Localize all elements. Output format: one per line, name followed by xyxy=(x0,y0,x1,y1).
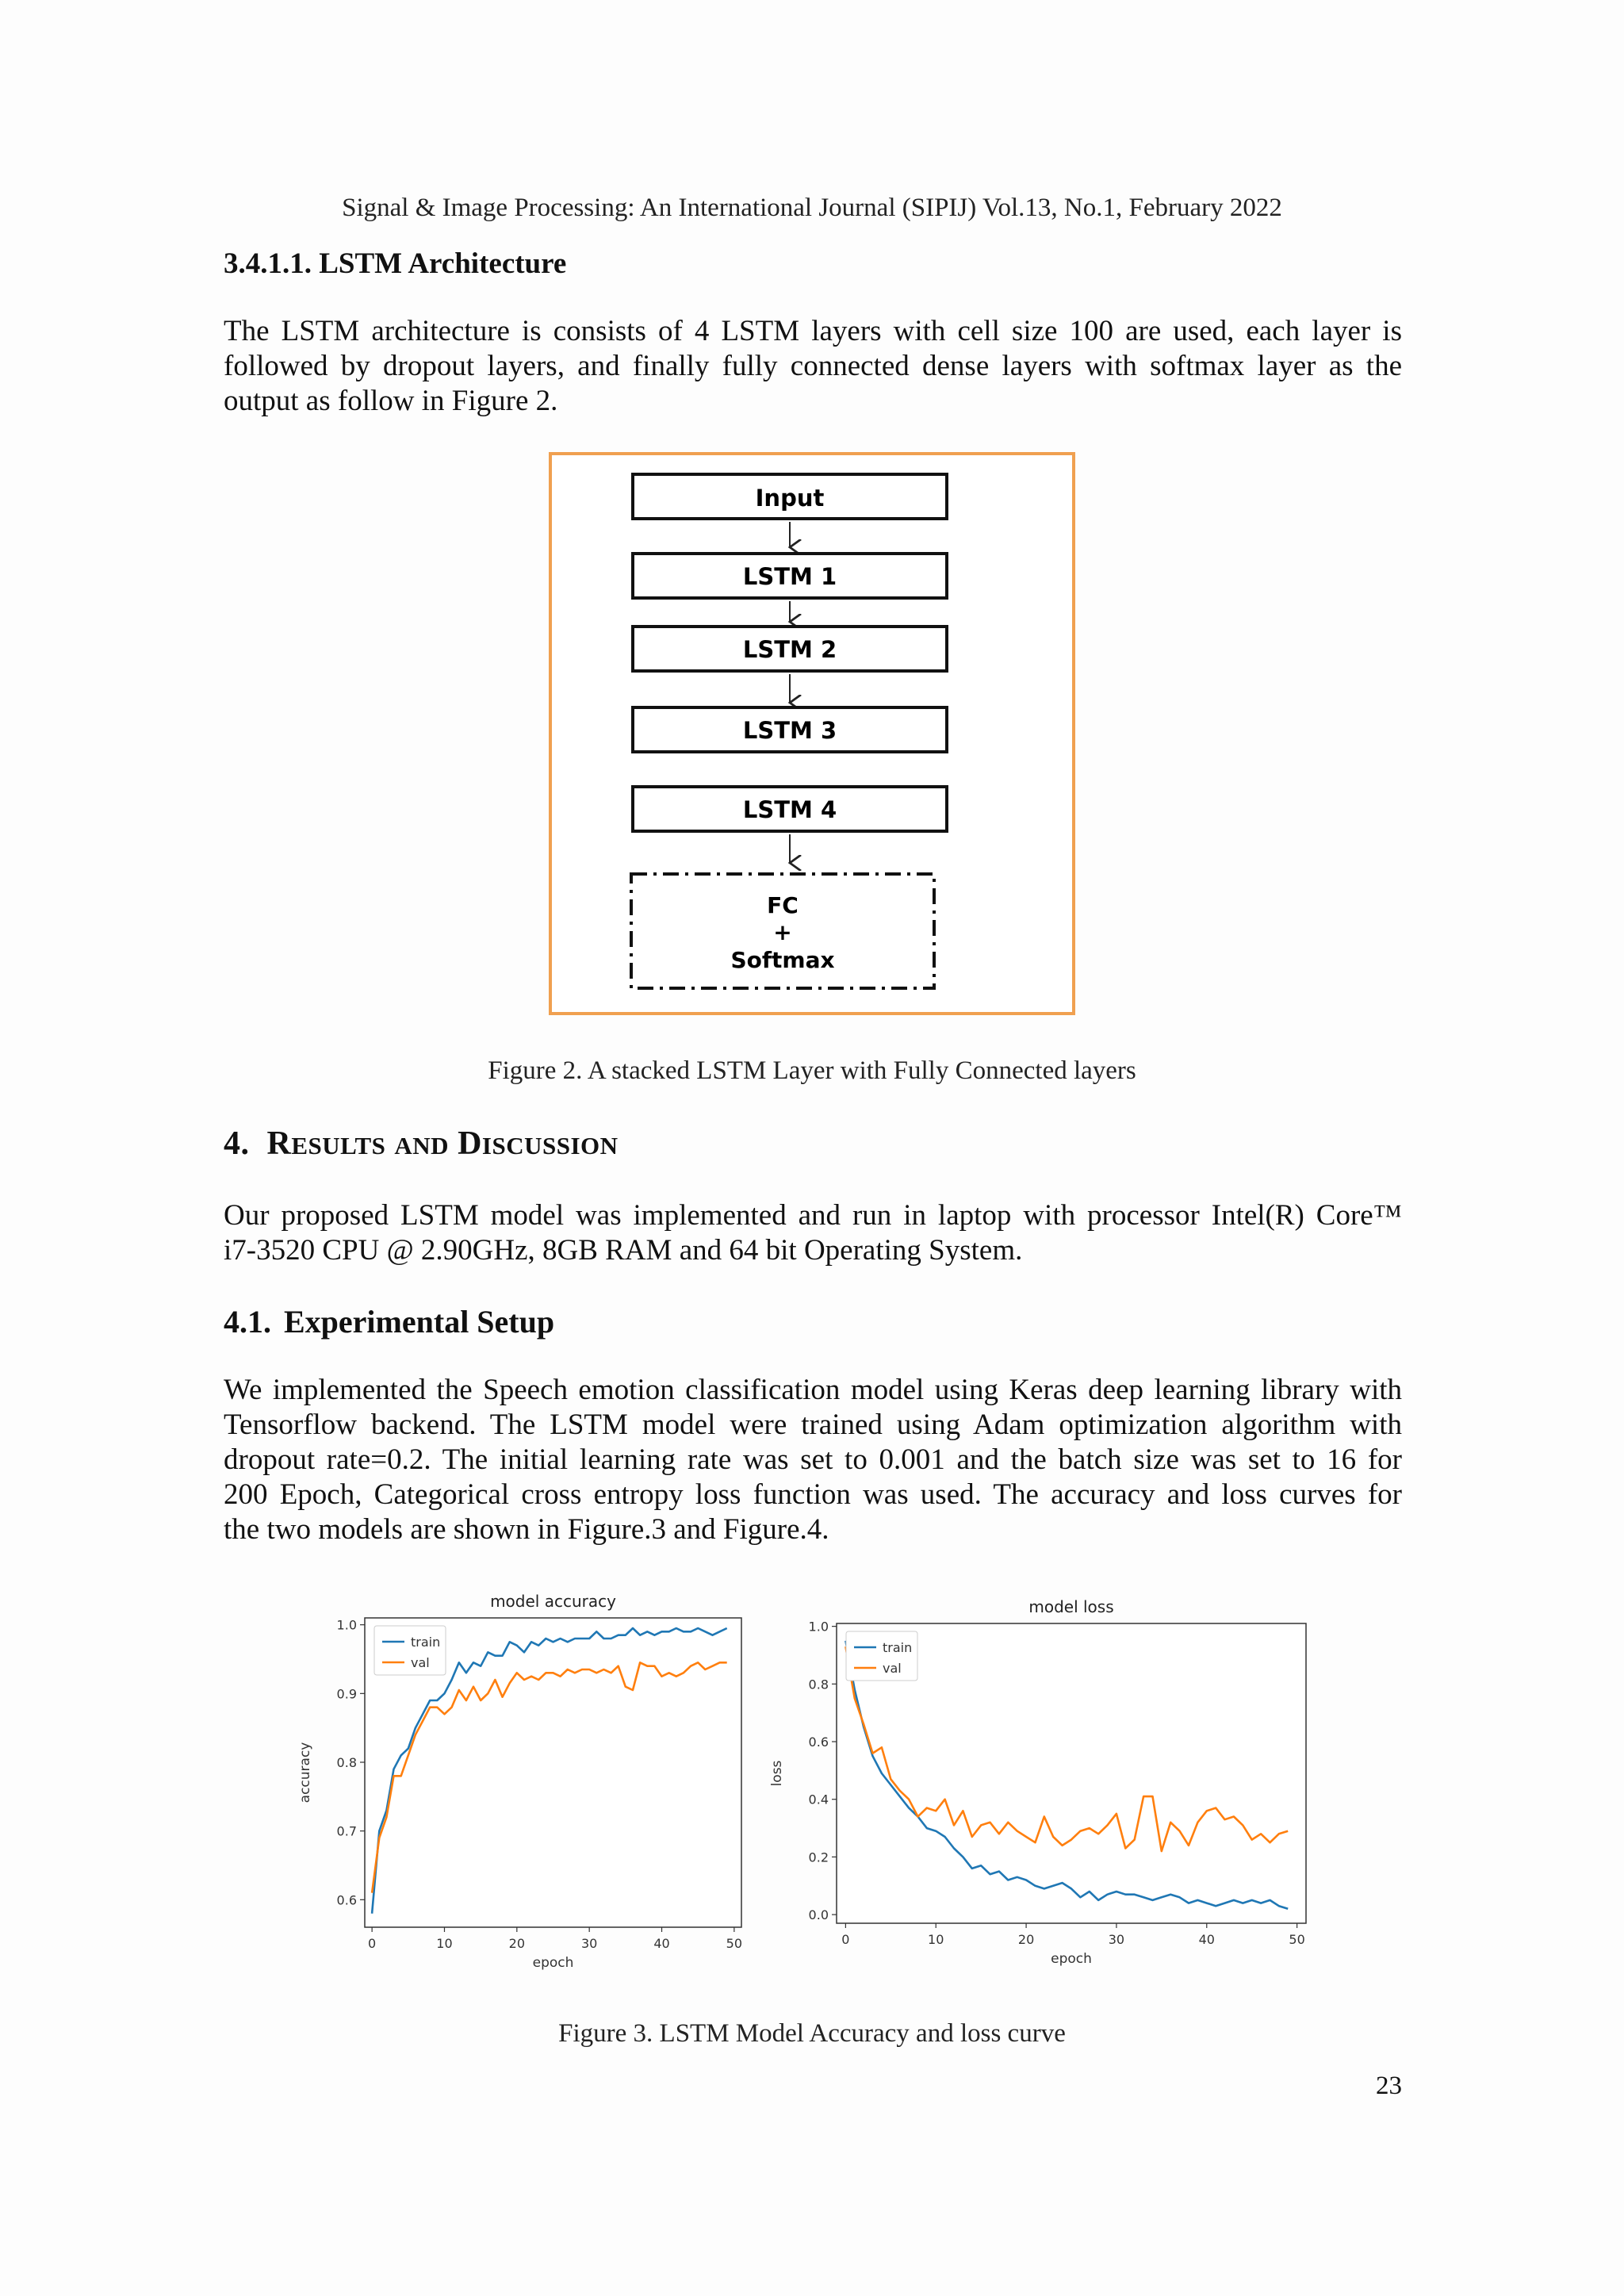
paragraph-results xyxy=(224,1198,1402,1268)
y-tick-label: 0.6 xyxy=(336,1892,357,1908)
y-axis-label: loss xyxy=(769,1760,785,1787)
title-small-caps: ESULTS xyxy=(291,1132,386,1159)
block-plus-label: + xyxy=(773,919,792,945)
title-small-caps: AND xyxy=(394,1132,450,1159)
y-tick-label: 0.6 xyxy=(808,1734,829,1750)
section-number: 4. xyxy=(224,1125,250,1162)
legend-label-val: val xyxy=(883,1661,902,1676)
text-line: The LSTM architecture is consists of 4 LSTM layers with cell size 100 are used, each layer is xyxy=(224,315,1402,347)
y-tick-label: 1.0 xyxy=(336,1617,357,1633)
x-tick-label: 30 xyxy=(580,1936,598,1951)
figure-2-caption: Figure 2. A stacked LSTM Layer with Fully Connected layers xyxy=(488,1056,1136,1085)
x-tick-label: 30 xyxy=(1108,1932,1125,1947)
x-tick-label: 20 xyxy=(508,1936,526,1951)
figure-3-caption: Figure 3. LSTM Model Accuracy and loss curve xyxy=(558,2019,1066,2048)
x-tick-label: 0 xyxy=(368,1936,377,1951)
x-tick-label: 40 xyxy=(653,1936,670,1951)
subsection-title-lstm-architecture: 3.4.1.1. LSTM Architecture xyxy=(224,247,567,280)
loss-chart xyxy=(769,1590,1320,1983)
section-4-1-heading xyxy=(224,1303,554,1340)
text-line: followed by dropout layers, and finally fully connected dense layers with softmax layer as the xyxy=(224,350,1402,382)
text-line: Our proposed LSTM model was implemented and run in laptop with processor Intel(R) Core™ xyxy=(224,1199,1402,1232)
block-fc-label: FC xyxy=(767,892,799,918)
y-tick-label: 0.8 xyxy=(336,1755,357,1770)
legend-label-train: train xyxy=(883,1640,913,1655)
block-lstm-1-label: LSTM 1 xyxy=(742,563,837,590)
legend-box xyxy=(374,1626,446,1675)
text-line: the two models are shown in Figure.3 and Figure.4. xyxy=(224,1513,829,1546)
y-axis-label: accuracy xyxy=(297,1742,313,1803)
x-tick-label: 50 xyxy=(726,1936,743,1951)
block-lstm-2-label: LSTM 2 xyxy=(742,636,837,663)
text-line: Tensorflow backend. The LSTM model were trained using Adam optimization algorithm with xyxy=(224,1409,1402,1441)
text-line: i7-3520 CPU @ 2.90GHz, 8GB RAM and 64 bit Operating System. xyxy=(224,1234,1023,1267)
lstm-architecture-diagram xyxy=(547,450,1080,1018)
block-softmax-label: Softmax xyxy=(730,947,835,973)
y-tick-label: 0.7 xyxy=(336,1823,357,1839)
accuracy-chart xyxy=(293,1586,753,1983)
title-cap: R xyxy=(266,1125,292,1162)
legend-label-train: train xyxy=(411,1635,441,1650)
x-axis-label: epoch xyxy=(532,1955,574,1971)
section-title: Experimental Setup xyxy=(284,1304,555,1340)
x-tick-label: 10 xyxy=(436,1936,453,1951)
y-tick-label: 0.0 xyxy=(808,1907,829,1923)
section-number: 4.1. xyxy=(224,1304,271,1340)
text-line: output as follow in Figure 2. xyxy=(224,385,558,417)
y-tick-label: 0.2 xyxy=(808,1849,829,1865)
block-lstm-3-label: LSTM 3 xyxy=(742,717,837,744)
page-number: 23 xyxy=(1376,2072,1402,2100)
text-line: 200 Epoch, Categorical cross entropy loss function was used. The accuracy and loss curves for xyxy=(224,1478,1402,1511)
title-cap: D xyxy=(458,1125,482,1162)
y-tick-label: 1.0 xyxy=(808,1619,829,1635)
x-tick-label: 20 xyxy=(1017,1932,1035,1947)
block-lstm-4-label: LSTM 4 xyxy=(742,796,837,823)
journal-header: Signal & Image Processing: An International Journal (SIPIJ) Vol.13, No.1, February 2022 xyxy=(342,194,1282,222)
text-line: We implemented the Speech emotion classification model using Keras deep learning library with xyxy=(224,1374,1402,1406)
x-tick-label: 10 xyxy=(928,1932,944,1947)
block-input-label: Input xyxy=(755,485,825,512)
legend-box xyxy=(846,1631,917,1681)
legend-label-val: val xyxy=(411,1655,430,1670)
y-tick-label: 0.8 xyxy=(808,1677,829,1692)
x-tick-label: 50 xyxy=(1289,1932,1305,1947)
y-tick-label: 0.4 xyxy=(808,1792,829,1807)
x-axis-label: epoch xyxy=(1051,1951,1092,1967)
title-small-caps: ISCUSSION xyxy=(481,1132,619,1159)
x-tick-label: 40 xyxy=(1198,1932,1215,1947)
chart-title: model accuracy xyxy=(490,1592,616,1611)
paragraph-setup xyxy=(224,1373,1402,1547)
y-tick-label: 0.9 xyxy=(336,1686,357,1702)
text-line: dropout rate=0.2. The initial learning rate was set to 0.001 and the batch size was set to 16 for xyxy=(224,1443,1402,1476)
section-4-heading xyxy=(224,1125,619,1163)
chart-title: model loss xyxy=(1028,1597,1114,1616)
x-tick-label: 0 xyxy=(841,1932,850,1947)
paragraph-architecture xyxy=(224,314,1402,419)
